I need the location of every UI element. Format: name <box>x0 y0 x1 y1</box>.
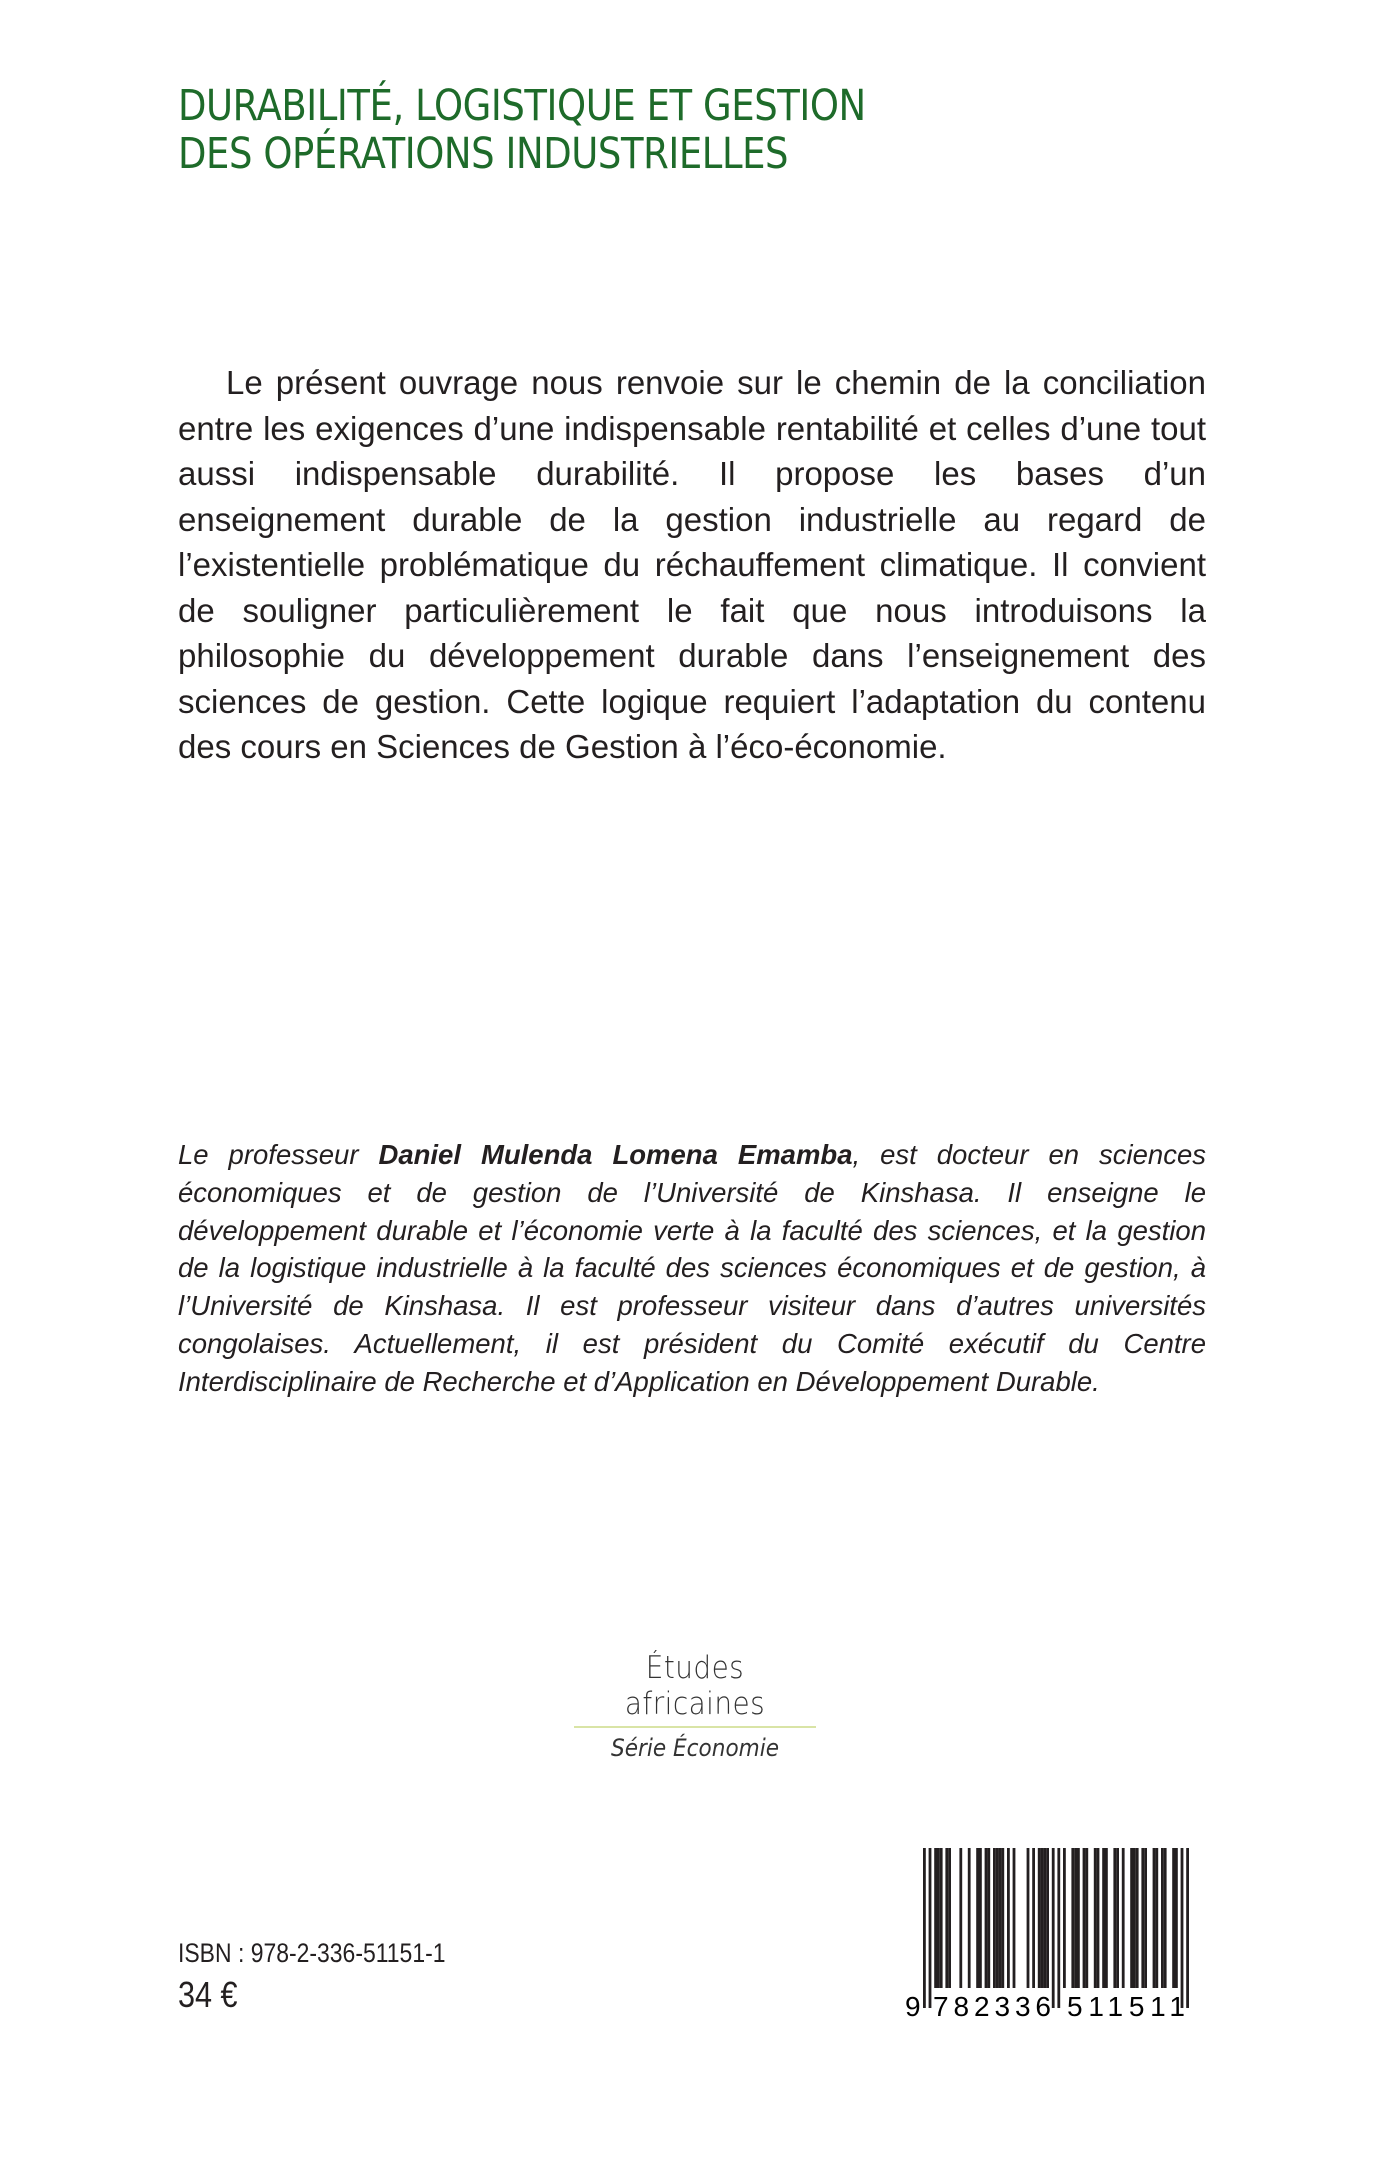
barcode-bar <box>1113 1848 1116 1988</box>
barcode-bar <box>1001 1848 1004 1988</box>
series-logo <box>560 1650 830 1762</box>
barcode-bar <box>1164 1848 1167 1988</box>
barcode-bar <box>1043 1848 1046 1988</box>
barcode-bar <box>923 1848 926 2008</box>
barcode-bar <box>934 1848 937 1988</box>
barcode-bar <box>1116 1848 1119 1988</box>
bio-prefix: Le professeur <box>178 1139 379 1170</box>
barcode-bars <box>923 1848 1189 2008</box>
barcode-bar <box>1105 1848 1108 1988</box>
barcode-bar <box>979 1848 982 1988</box>
barcode-bar <box>1161 1848 1164 1988</box>
series-name: Études africaines <box>624 1650 766 1722</box>
barcode-bar <box>1052 1848 1055 2008</box>
barcode-bar <box>996 1848 999 1988</box>
barcode-bar <box>976 1848 979 1988</box>
barcode <box>905 1848 1210 2018</box>
barcode-bar <box>1027 1848 1030 1988</box>
barcode-bar <box>1046 1848 1049 1988</box>
barcode-bar <box>1007 1848 1010 1988</box>
book-summary: Le présent ouvrage nous renvoie sur le chemin de la conciliation entre les exigences d’une indispensable rentabilité et celles d’une tout aussi indispensable durabilité. Il propose les bases d’un enseignement durable de la gestion industrielle au regard de l’existentielle problématique du réchauffement climatique. Il convient de souligner particulièrement le fait que nous introduisons la philosophie du développement durable dans l’enseignement des sciences de gestion. Cette logique requiert l’adaptation du contenu des cours en Sciences de Gestion à l’éco-économie. <box>178 364 1206 765</box>
barcode-bar <box>1122 1848 1125 1988</box>
barcode-bar <box>1186 1848 1189 2008</box>
barcode-bar <box>1077 1848 1080 1988</box>
barcode-bar <box>985 1848 988 1988</box>
isbn: ISBN : 978-2-336-51151-1 <box>178 1938 446 1968</box>
title-line-1: DURABILITÉ, LOGISTIQUE ET GESTION <box>178 81 866 131</box>
barcode-bar <box>1032 1848 1035 1988</box>
barcode-bar <box>1133 1848 1136 1988</box>
barcode-bar <box>1102 1848 1105 1988</box>
barcode-bar <box>1144 1848 1147 1988</box>
barcode-bar <box>1085 1848 1088 1988</box>
series-subtitle: Série Économie <box>610 1734 780 1762</box>
barcode-bar <box>1041 1848 1044 1988</box>
barcode-bar <box>1181 1848 1184 2008</box>
barcode-bar <box>1057 1848 1060 2008</box>
barcode-bar <box>1141 1848 1144 1988</box>
barcode-bar <box>1172 1848 1175 1988</box>
barcode-bar <box>1074 1848 1077 1988</box>
barcode-bar <box>959 1848 962 1988</box>
barcode-bar <box>1071 1848 1074 1988</box>
book-title <box>178 82 1124 178</box>
barcode-bar <box>940 1848 943 1988</box>
barcode-bar <box>948 1848 951 1988</box>
barcode-bar <box>1130 1848 1133 1988</box>
barcode-bar <box>987 1848 990 1988</box>
price: 34 € <box>178 1974 238 2015</box>
barcode-bar <box>1097 1848 1100 1988</box>
barcode-bar <box>1038 1848 1041 1988</box>
barcode-bar <box>1013 1848 1016 1988</box>
barcode-bar <box>999 1848 1002 1988</box>
barcode-bar <box>1153 1848 1156 1988</box>
barcode-bar <box>929 1848 932 2008</box>
barcode-first-digit: 9 <box>905 1991 921 2018</box>
title-line-2: DES OPÉRATIONS INDUSTRIELLES <box>178 129 789 179</box>
barcode-bar <box>993 1848 996 1988</box>
barcode-bar <box>968 1848 971 1988</box>
barcode-bar <box>1063 1848 1066 1988</box>
barcode-left-group: 782336 <box>933 1991 1051 2018</box>
barcode-bar <box>1175 1848 1178 1988</box>
barcode-bar <box>1136 1848 1139 1988</box>
author-name: Daniel Mulenda Lomena Emamba <box>378 1139 853 1170</box>
barcode-bar <box>945 1848 948 1988</box>
bio-text: , est docteur en sciences économiques et de gestion de l’Université de Kinshasa. Il enseigne le développement durable et l’économie verte à la faculté des sciences, et la gestion de la logistique industrielle à la faculté des sciences économiques et de gestion, à l’Université de Kinshasa. Il est professeur visiteur dans d’autres universités congolaises. Actuellement, il est président du Comité exécutif du Centre Interdisciplinaire de Recherche et d’Application en Développement Durable. <box>178 1139 1206 1397</box>
barcode-bar <box>937 1848 940 1988</box>
author-bio <box>178 1136 1206 1401</box>
barcode-bar <box>1094 1848 1097 1988</box>
barcode-bar <box>1155 1848 1158 1988</box>
barcode-bar <box>1083 1848 1086 1988</box>
series-divider <box>574 1726 816 1728</box>
barcode-right-group: 511511 <box>1067 1991 1185 2018</box>
